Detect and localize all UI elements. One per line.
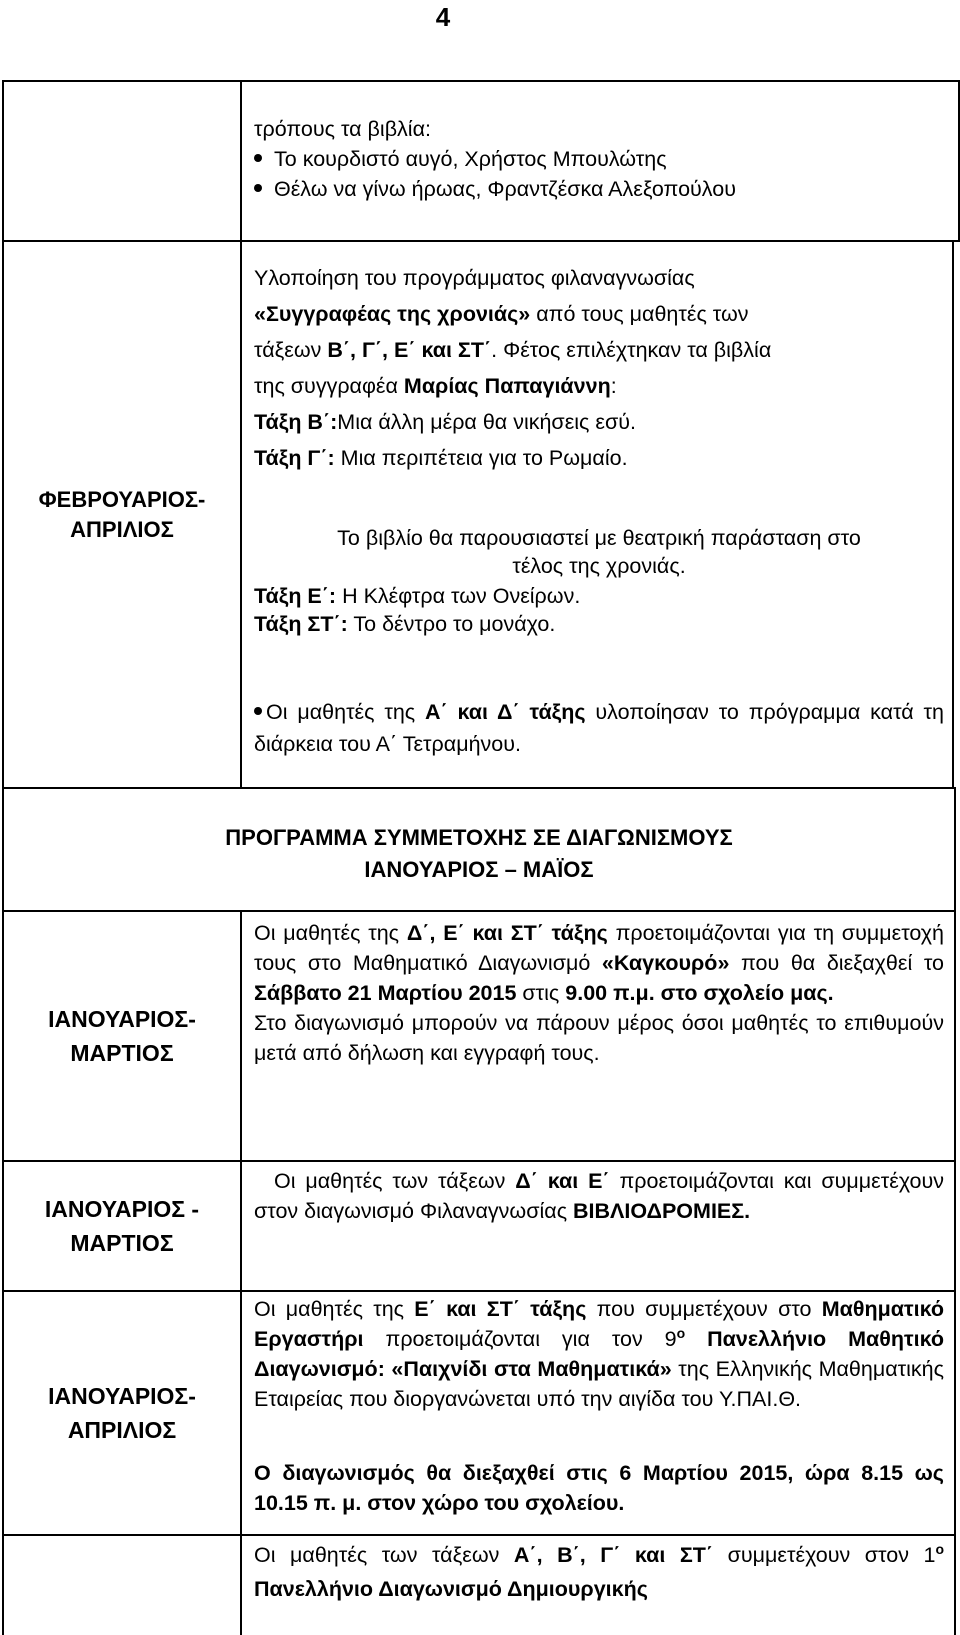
class-b-book: Τάξη Β΄:Μια άλλη μέρα θα νικήσεις εσύ. bbox=[254, 410, 636, 434]
play-note: Το βιβλίο θα παρουσιαστεί με θεατρική παράσταση στο τέλος της χρονιάς. bbox=[337, 526, 861, 578]
period-jan-mar-2: ΙΑΝΟΥΑΡΙΟΣ - ΜΑΡΤΙΟΣ bbox=[44, 1196, 200, 1256]
math-workshop: Οι μαθητές της Ε΄ και ΣΤ΄ τάξης που συμμετέχουν στο Μαθηματικό Εργαστήρι προετοιμάζονται για τον $9^o$ Πανελλήνιο Μαθητικό Διαγωνισμό: «Παιχνίδι στα Μαθηματικά» της Ελληνικής Μαθηματικής Εταιρείας που διοργανώνεται υπό την αιγίδα του Υ.ΠΑΙ.Θ. bbox=[254, 1297, 944, 1411]
grid-line bbox=[954, 788, 956, 910]
math-contest-date: Ο διαγωνισμός θα διεξαχθεί στις 6 Μαρτίου 2015, ώρα 8.15 ως 10.15 π. μ. στον χώρο του σχολείου. bbox=[254, 1461, 944, 1515]
period-jan-apr: ΙΑΝΟΥΑΡΙΟΣ- ΑΠΡΙΛΙΟΣ bbox=[48, 1383, 196, 1443]
program-line: της συγγραφέα Μαρίας Παπαγιάννη: bbox=[254, 374, 617, 398]
bullet-icon bbox=[254, 154, 262, 162]
grid-line bbox=[2, 80, 960, 82]
page-number: 4 bbox=[435, 2, 451, 32]
grid-line bbox=[952, 240, 954, 788]
book-item: Θέλω να γίνω ήρωας, Φραντζέσκα Αλεξοπούλου bbox=[254, 174, 944, 204]
row1-content bbox=[254, 114, 944, 204]
row2-content-2 bbox=[254, 582, 944, 638]
period-jan-mar: ΙΑΝΟΥΑΡΙΟΣ- ΜΑΡΤΙΟΣ bbox=[48, 1006, 196, 1066]
grid-line bbox=[2, 787, 956, 789]
period-feb-apr: ΦΕΒΡΟΥΑΡΙΟΣ- ΑΠΡΙΛΙΟΣ bbox=[38, 486, 206, 542]
class-g-book: Τάξη Γ΄: Μια περιπέτεια για το Ρωμαίο. bbox=[254, 446, 628, 470]
grid-line bbox=[240, 910, 242, 1635]
grid-line bbox=[2, 1534, 956, 1536]
class-e-book: Τάξη Ε΄: Η Κλέφτρα των Ονείρων. bbox=[254, 584, 581, 608]
book-intro: τρόπους τα βιβλία: bbox=[254, 117, 431, 141]
grid-line bbox=[954, 910, 956, 1635]
section-heading: ΠΡΟΓΡΑΜΜΑ ΣΥΜΜΕΤΟΧΗΣ ΣΕ ΔΙΑΓΩΝΙΣΜΟΥΣ ΙΑΝΟΥΑΡΙΟΣ – ΜΑΪΟΣ bbox=[225, 825, 733, 882]
bullet-icon bbox=[254, 184, 262, 192]
ad-classes-note: Οι μαθητές της Α΄ και Δ΄ τάξης υλοποίησαν το πρόγραμμα κατά τη διάρκεια του Α΄ Τετραμήνου. bbox=[254, 700, 944, 756]
program-line: Υλοποίηση του προγράμματος φιλαναγνωσίας bbox=[254, 266, 695, 290]
kangaroo-registration: Στο διαγωνισμό μπορούν να πάρουν μέρος όσοι μαθητές το επιθυμούν μετά από δήλωση και εγγραφή τους. bbox=[254, 1011, 944, 1065]
bullet-icon bbox=[254, 707, 262, 715]
program-line: «Συγγραφέας της χρονιάς» από τους μαθητές των bbox=[254, 302, 749, 326]
reading-contest: Οι μαθητές των τάξεων Δ΄ και Ε΄ προετοιμάζονται και συμμετέχουν στον διαγωνισμό Φιλαναγνωσίας ΒΙΒΛΙΟΔΡΟΜΙΕΣ. bbox=[254, 1169, 945, 1223]
kangaroo-contest: Οι μαθητές της Δ΄, Ε΄ και ΣΤ΄ τάξης προετοιμάζονται για τη συμμετοχή τους στο Μαθηματικό Διαγωνισμό «Καγκουρό» που θα διεξαχθεί το Σάββατο 21 Μαρτίου 2015 στις 9.00 π.μ. στο σχολείο μας. Στο διαγωνισμό μπορούν να πάρουν μέρος όσοι μαθητές το επιθυμούν μετά από δήλωση και εγγραφή τους. bbox=[254, 918, 944, 1068]
book-item: Το κουρδιστό αυγό, Χρήστος Μπουλώτης bbox=[254, 144, 944, 174]
creative-contest: Οι μαθητές των τάξεων Α΄, Β΄, Γ΄ και ΣΤ΄ συμμετέχουν στον $1^o$ Πανελλήνιο Διαγωνισμό Δημιουργικής bbox=[254, 1540, 944, 1601]
program-line: τάξεων Β΄, Γ΄, Ε΄ και ΣΤ΄. Φέτος επιλέχτηκαν τα βιβλία bbox=[254, 338, 772, 362]
grid-line bbox=[240, 80, 242, 788]
class-st-book: Τάξη ΣΤ΄: Το δέντρο το μονάχο. bbox=[254, 612, 556, 636]
row2-content bbox=[254, 260, 944, 476]
